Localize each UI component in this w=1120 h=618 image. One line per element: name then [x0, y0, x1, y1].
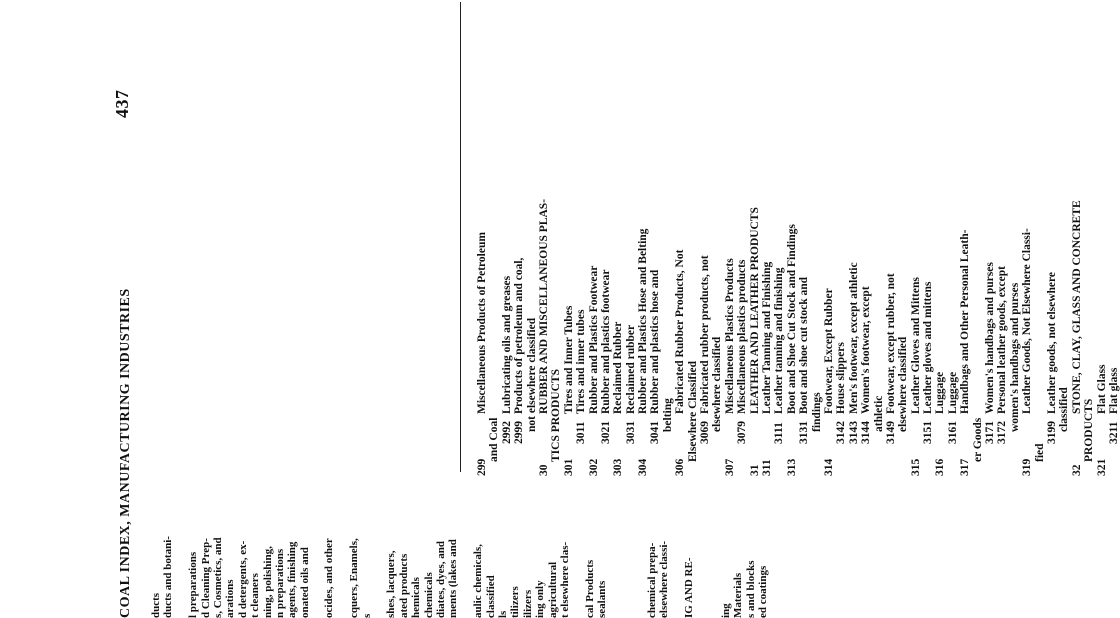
- left-column-line: d detergents, ex-: [236, 540, 249, 618]
- entry-subcode: 3211: [1107, 421, 1120, 444]
- entry-text: Rubber and Plastics Footwear: [587, 265, 600, 414]
- left-column-line: chemicals: [422, 572, 435, 618]
- entry-text: Leather tanning and finishing: [773, 267, 786, 414]
- index-entry: [1096, 156, 1108, 476]
- left-column-line: elsewhere classi-: [658, 540, 671, 618]
- index-entry: [984, 156, 996, 476]
- entry-subcode: 3011: [575, 421, 588, 444]
- entry-text: Elsewhere Classified: [686, 360, 699, 462]
- right-column: [476, 156, 1120, 476]
- left-column-line: Materials: [732, 572, 745, 618]
- entry-code: 314: [822, 458, 835, 476]
- left-column: [150, 478, 770, 618]
- entry-text: Products of petroleum and coal,: [513, 257, 526, 414]
- index-entry: [711, 156, 723, 476]
- left-column-line: [608, 478, 620, 618]
- entry-text: fied: [1033, 443, 1046, 462]
- entry-code: 316: [934, 458, 947, 476]
- left-column-line: cquers, Enamels,: [348, 538, 361, 618]
- entry-text: Boot and shoe cut stock and: [798, 276, 811, 414]
- left-column-line: IG AND RE-: [682, 557, 695, 618]
- entry-subcode: 3199: [1045, 421, 1058, 444]
- left-column-line: agents, finishing: [286, 541, 299, 618]
- entry-text: classified: [1058, 387, 1071, 432]
- left-column-line: [621, 478, 633, 618]
- index-entry: [1071, 156, 1083, 476]
- entry-text: Leather Goods, Not Elsewhere Classi-: [1021, 228, 1034, 414]
- index-entry: [823, 156, 835, 476]
- left-column-line: sealants: [596, 580, 609, 618]
- left-column-line: d Cleaning Prep-: [199, 538, 212, 618]
- entry-code: 301: [562, 458, 575, 476]
- left-column-line: shes, lacquers,: [385, 550, 398, 618]
- entry-text: findings: [810, 392, 823, 432]
- left-column-line: t elsewhere clas-: [558, 541, 571, 618]
- index-entry: [488, 156, 500, 476]
- index-entry: [922, 156, 934, 476]
- entry-code: 299: [476, 458, 488, 476]
- entry-code: 311: [760, 459, 773, 476]
- entry-text: elsewhere classified: [897, 336, 910, 432]
- index-entry: [835, 156, 847, 476]
- index-entry: [526, 156, 538, 476]
- index-entry: [736, 156, 748, 476]
- entry-text: women's handbags and purses: [1008, 282, 1021, 432]
- header-title: COAL INDEX, MANUFACTURING INDUSTRIES: [118, 288, 133, 618]
- page-number: 437: [112, 89, 132, 118]
- left-column-line: ing only: [534, 580, 547, 618]
- entry-subcode: 2992: [500, 421, 513, 444]
- index-entry: [811, 156, 823, 476]
- entry-text: Handbags and Other Personal Leath-: [959, 229, 972, 414]
- entry-code: 303: [612, 458, 625, 476]
- entry-subcode: 3031: [624, 421, 637, 444]
- index-entry: [1083, 156, 1095, 476]
- left-column-line: aulic chemicals,: [472, 544, 485, 618]
- entry-text: Footwear, Except Rubber: [822, 288, 835, 414]
- entry-text: Luggage: [946, 371, 959, 414]
- entry-text: belting: [661, 398, 674, 432]
- entry-subcode: 3151: [922, 421, 935, 444]
- index-entry: [1108, 156, 1120, 476]
- entry-code: 304: [637, 458, 650, 476]
- index-entry: [761, 156, 773, 476]
- index-entry: [910, 156, 922, 476]
- index-entry: [1046, 156, 1058, 476]
- entry-text: Women's handbags and purses: [984, 262, 997, 414]
- left-column-line: agricultural: [546, 561, 559, 618]
- index-entry: [649, 156, 661, 476]
- index-entry: [773, 156, 785, 476]
- entry-text: Footwear, except rubber, not: [884, 273, 897, 414]
- entry-text: Fabricated rubber products, not: [699, 255, 712, 414]
- left-column-line: l preparations: [187, 551, 200, 618]
- entry-text: Flat glass: [1107, 367, 1120, 414]
- entry-text: LEATHER AND LEATHER PRODUCTS: [748, 207, 761, 414]
- entry-text: Men's footwear, except athletic: [847, 262, 860, 414]
- index-entry: [860, 156, 872, 476]
- entry-subcode: 2999: [513, 421, 526, 444]
- entry-text: er Goods: [971, 417, 984, 462]
- entry-text: Fabricated Rubber Products, Not: [674, 249, 687, 414]
- entry-text: Leather Tanning and Finishing: [760, 261, 773, 414]
- left-column-line: onated oils and: [298, 547, 311, 618]
- left-column-line: classified: [484, 575, 497, 618]
- entry-text: Tires and Inner Tubes: [562, 305, 575, 414]
- entry-code: 315: [909, 458, 922, 476]
- index-entry: [600, 156, 612, 476]
- index-entry: [575, 156, 587, 476]
- left-column-line: ning, polishing,: [261, 546, 274, 618]
- entry-code: 306: [674, 458, 687, 476]
- entry-subcode: 3172: [996, 421, 1009, 444]
- entry-subcode: 3021: [599, 421, 612, 444]
- index-entry: [934, 156, 946, 476]
- left-column-line: ls: [496, 610, 509, 618]
- index-entry: [625, 156, 637, 476]
- entry-text: PRODUCTS: [1083, 398, 1096, 462]
- index-entry: [699, 156, 711, 476]
- entry-text: Leather goods, not elsewhere: [1045, 271, 1058, 414]
- entry-code: 302: [587, 458, 600, 476]
- entry-subcode: 3144: [860, 421, 873, 444]
- index-entry: [798, 156, 810, 476]
- entry-subcode: 3143: [847, 421, 860, 444]
- entry-code: 321: [1095, 458, 1108, 476]
- entry-text: Reclaimed rubber: [624, 324, 637, 414]
- left-column-line: [571, 478, 583, 618]
- entry-text: Lubricating oils and greases: [500, 275, 513, 414]
- entry-subcode: 3161: [946, 421, 959, 444]
- index-entry: [897, 156, 909, 476]
- entry-code: 30: [537, 464, 550, 476]
- left-column-line: [708, 478, 720, 618]
- entry-text: Miscellaneous Plastics Products: [723, 258, 736, 414]
- entry-text: TICS PRODUCTS: [550, 369, 563, 462]
- entry-text: athletic: [872, 395, 885, 432]
- entry-text: Tires and inner tubes: [575, 309, 588, 414]
- entry-text: Personal leather goods, except: [996, 266, 1009, 414]
- entry-text: Leather gloves and mittens: [922, 281, 935, 414]
- index-entry: [947, 156, 959, 476]
- left-column-line: [460, 478, 472, 618]
- index-entry: [749, 156, 761, 476]
- entry-text: and Coal: [488, 417, 501, 462]
- entry-text: Women's footwear, except: [860, 286, 873, 414]
- entry-text: Luggage: [934, 371, 947, 414]
- entry-text: Rubber and plastics footwear: [599, 269, 612, 414]
- left-column-line: [336, 478, 348, 618]
- left-column-line: t cleaners: [249, 573, 262, 618]
- entry-text: STONE, CLAY, GLASS AND CONCRETE: [1070, 200, 1083, 414]
- index-entry: [724, 156, 736, 476]
- entry-code: 313: [785, 458, 798, 476]
- left-column-line: [670, 478, 682, 618]
- entry-code: 317: [959, 458, 972, 476]
- entry-text: Flat Glass: [1095, 364, 1108, 414]
- index-entry: [885, 156, 897, 476]
- left-column-line: ducts and botani-: [162, 536, 175, 618]
- left-column-line: ilizers: [521, 589, 534, 618]
- index-entry: [687, 156, 699, 476]
- entry-subcode: 3142: [835, 421, 848, 444]
- entry-text: elsewhere classified: [711, 336, 724, 432]
- index-entry: [972, 156, 984, 476]
- entry-subcode: 3041: [649, 421, 662, 444]
- left-column-line: s and blocks: [744, 560, 757, 618]
- index-entry: [848, 156, 860, 476]
- left-column-line: [373, 478, 385, 618]
- index-entry: [476, 156, 488, 476]
- entry-text: Miscellaneous plastics products: [736, 259, 749, 414]
- left-column-line: tilizers: [509, 586, 522, 618]
- left-column-line: diates, dyes, and: [434, 540, 447, 618]
- entry-subcode: 3171: [984, 421, 997, 444]
- left-column-line: s: [360, 613, 373, 618]
- entry-text: Reclaimed Rubber: [612, 321, 625, 414]
- entry-subcode: 3111: [773, 422, 786, 444]
- index-entry: [873, 156, 885, 476]
- index-entry: [1058, 156, 1070, 476]
- entry-text: Boot and Shoe Cut Stock and Findings: [785, 224, 798, 414]
- entry-subcode: 3149: [884, 421, 897, 444]
- entry-text: Leather Gloves and Mittens: [909, 277, 922, 414]
- index-entry: [588, 156, 600, 476]
- entry-subcode: 3079: [736, 421, 749, 444]
- index-entry: [612, 156, 624, 476]
- left-column-line: [175, 478, 187, 618]
- entry-text: RUBBER AND MISCELLANEOUS PLAS-: [537, 198, 550, 414]
- entry-text: Miscellaneous Products of Petroleum: [476, 232, 488, 414]
- left-column-line: cal Products: [583, 559, 596, 618]
- index-entry: [1021, 156, 1033, 476]
- left-column-line: ducts: [150, 592, 162, 618]
- entry-code: 31: [748, 464, 761, 476]
- index-entry: [563, 156, 575, 476]
- index-entry: [959, 156, 971, 476]
- left-column-line: arations: [224, 579, 237, 618]
- index-entry: [637, 156, 649, 476]
- entry-text: House slippers: [835, 342, 848, 414]
- index-entry: [674, 156, 686, 476]
- index-entry: [513, 156, 525, 476]
- index-entry: [1034, 156, 1046, 476]
- index-entry: [501, 156, 513, 476]
- index-entry: [1009, 156, 1021, 476]
- column-divider: [460, 2, 461, 472]
- entry-text: Rubber and Plastics Hose and Belting: [637, 228, 650, 414]
- left-column-line: hemicals: [410, 577, 423, 618]
- index-entry: [550, 156, 562, 476]
- page-header: [112, 0, 142, 618]
- index-entry: [662, 156, 674, 476]
- index-entry: [538, 156, 550, 476]
- entry-text: Rubber and plastics hose and: [649, 269, 662, 414]
- left-column-line: [311, 478, 323, 618]
- entry-code: 307: [723, 458, 736, 476]
- left-column-line: ments (lakes and: [447, 539, 460, 618]
- left-column-line: [633, 478, 645, 618]
- left-column-line: ing: [719, 603, 732, 618]
- left-column-line: chemical prepa-: [645, 542, 658, 618]
- left-column-line: ocides, and other: [323, 538, 336, 618]
- left-column-line: ated products: [397, 553, 410, 618]
- entry-subcode: 3131: [798, 421, 811, 444]
- left-column-line: n preparations: [273, 548, 286, 618]
- entry-code: 319: [1021, 458, 1034, 476]
- entry-code: 32: [1070, 464, 1083, 476]
- left-column-line: [695, 478, 707, 618]
- entry-text: not elsewhere classified: [525, 317, 538, 432]
- left-column-line: s, Cosmetics, and: [211, 537, 224, 618]
- entry-subcode: 3069: [699, 421, 712, 444]
- index-entry: [786, 156, 798, 476]
- index-entry: [996, 156, 1008, 476]
- left-column-line: ed coatings: [757, 565, 770, 618]
